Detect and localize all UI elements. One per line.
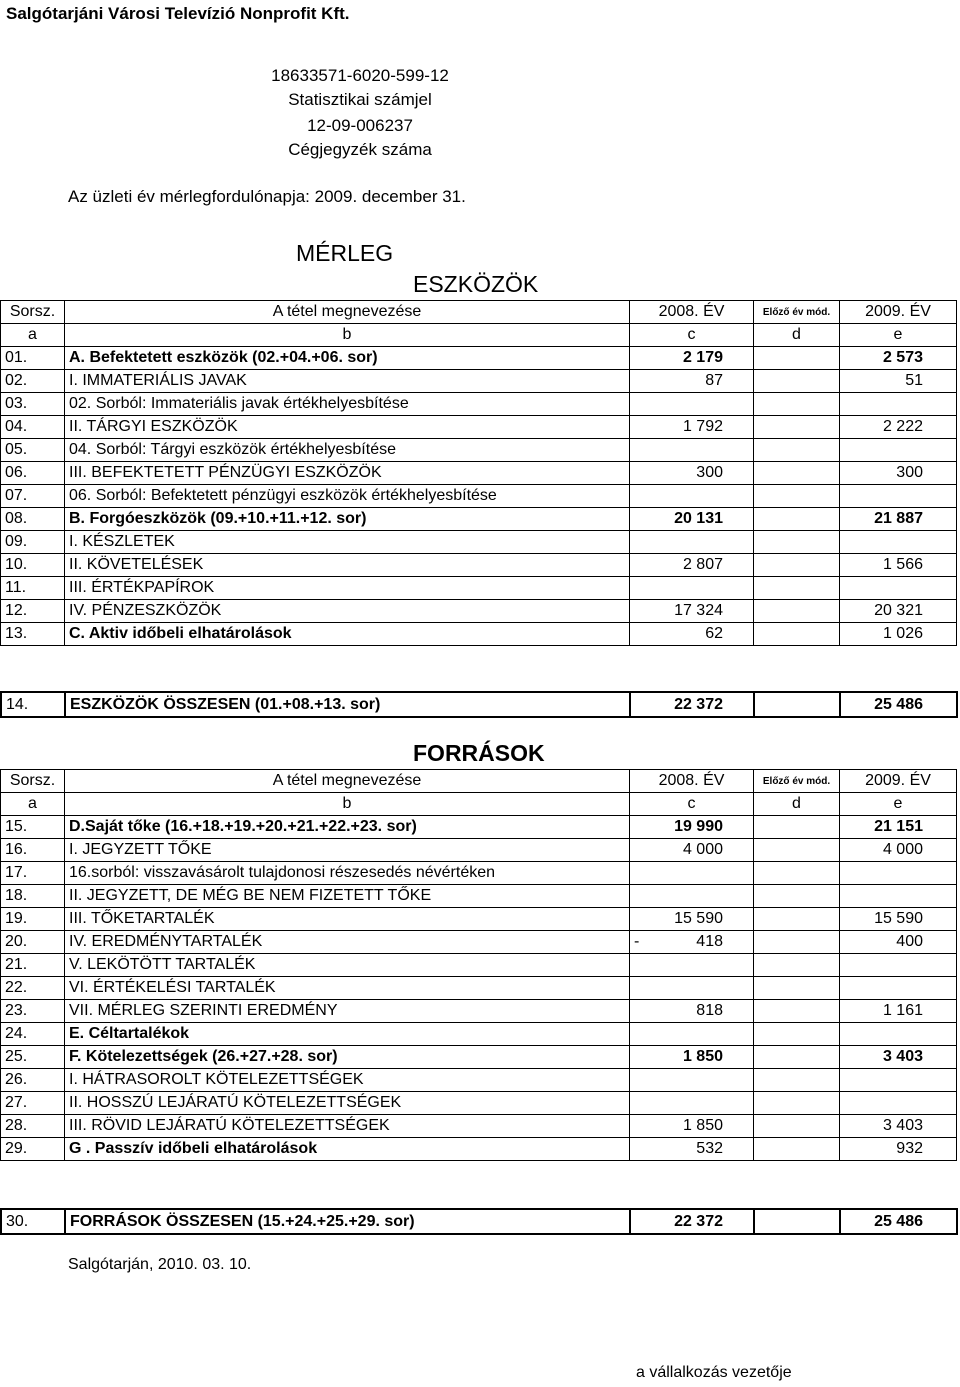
table-row bbox=[1, 954, 957, 977]
row-prev bbox=[630, 439, 754, 462]
row-mod bbox=[754, 1115, 840, 1138]
company-name: Salgótarjáni Városi Televízió Nonprofit Kft. bbox=[6, 4, 350, 23]
table-row bbox=[1, 977, 957, 1000]
row-cur: 15 590 bbox=[840, 908, 957, 931]
row-mod bbox=[754, 485, 840, 508]
row-no: 22. bbox=[1, 977, 65, 1000]
row-name: II. HOSSZÚ LEJÁRATÚ KÖTELEZETTSÉGEK bbox=[65, 1092, 630, 1115]
row-no: 29. bbox=[1, 1138, 65, 1161]
table-row bbox=[1, 600, 957, 623]
negative-sign: - bbox=[634, 933, 640, 950]
table-row bbox=[1, 839, 957, 862]
row-name: 02. Sorból: Immateriális javak értékhelyesbítése bbox=[65, 393, 630, 416]
table-row bbox=[1, 370, 957, 393]
row-mod bbox=[754, 508, 840, 531]
row-mod bbox=[754, 623, 840, 646]
row-no: 08. bbox=[1, 508, 65, 531]
row-prev: 2 807 bbox=[630, 554, 754, 577]
row-prev bbox=[630, 577, 754, 600]
row-name: G . Passzív időbeli elhatárolások bbox=[65, 1138, 630, 1161]
row-cur bbox=[840, 577, 957, 600]
row-cur: 300 bbox=[840, 462, 957, 485]
row-mod bbox=[754, 1000, 840, 1023]
row-cur: 400 bbox=[840, 931, 957, 954]
assets-header-row bbox=[1, 301, 957, 324]
header-cur-year: 2009. ÉV bbox=[840, 301, 957, 324]
row-mod bbox=[754, 1023, 840, 1046]
row-name: III. ÉRTÉKPAPÍROK bbox=[65, 577, 630, 600]
row-prev bbox=[630, 862, 754, 885]
row-name: B. Forgóeszközök (09.+10.+11.+12. sor) bbox=[65, 508, 630, 531]
row-no: 25. bbox=[1, 1046, 65, 1069]
row-mod bbox=[754, 1092, 840, 1115]
row-no: 05. bbox=[1, 439, 65, 462]
row-prev: 22 372 bbox=[630, 692, 754, 717]
row-cur: 21 887 bbox=[840, 508, 957, 531]
row-cur: 20 321 bbox=[840, 600, 957, 623]
liabilities-letter-row bbox=[1, 793, 957, 816]
assets-title: ESZKÖZÖK bbox=[413, 271, 539, 297]
table-row bbox=[1, 623, 957, 646]
row-mod bbox=[754, 1046, 840, 1069]
header-sorsz: Sorsz. bbox=[1, 770, 65, 793]
row-prev: 1 850 bbox=[630, 1046, 754, 1069]
table-row bbox=[1, 1023, 957, 1046]
row-cur bbox=[840, 393, 957, 416]
row-name: III. RÖVID LEJÁRATÚ KÖTELEZETTSÉGEK bbox=[65, 1115, 630, 1138]
row-prev-value: 418 bbox=[696, 933, 723, 950]
row-mod bbox=[754, 954, 840, 977]
row-no: 16. bbox=[1, 839, 65, 862]
row-mod bbox=[754, 416, 840, 439]
row-name: F. Kötelezettségek (26.+27.+28. sor) bbox=[65, 1046, 630, 1069]
row-prev: 2 179 bbox=[630, 347, 754, 370]
table-row bbox=[1, 347, 957, 370]
row-prev: 1 850 bbox=[630, 1115, 754, 1138]
row-prev: 19 990 bbox=[630, 816, 754, 839]
row-name: 04. Sorból: Tárgyi eszközök értékhelyesbítése bbox=[65, 439, 630, 462]
row-cur: 25 486 bbox=[840, 692, 957, 717]
row-name: FORRÁSOK ÖSSZESEN (15.+24.+25.+29. sor) bbox=[65, 1209, 630, 1234]
table-row bbox=[1, 416, 957, 439]
row-cur: 1 161 bbox=[840, 1000, 957, 1023]
assets-letter-row bbox=[1, 324, 957, 347]
row-cur: 1 566 bbox=[840, 554, 957, 577]
row-prev bbox=[630, 393, 754, 416]
row-cur: 51 bbox=[840, 370, 957, 393]
table-row bbox=[1, 462, 957, 485]
header-prev-mod: Előző év mód. bbox=[754, 301, 840, 324]
table-row bbox=[1, 1115, 957, 1138]
row-cur: 1 026 bbox=[840, 623, 957, 646]
letter-e: e bbox=[840, 793, 957, 816]
row-name: C. Aktiv időbeli elhatárolások bbox=[65, 623, 630, 646]
row-no: 14. bbox=[1, 692, 65, 717]
row-no: 13. bbox=[1, 623, 65, 646]
row-name: VI. ÉRTÉKELÉSI TARTALÉK bbox=[65, 977, 630, 1000]
row-no: 06. bbox=[1, 462, 65, 485]
row-prev bbox=[630, 1092, 754, 1115]
row-prev bbox=[630, 531, 754, 554]
row-mod bbox=[754, 439, 840, 462]
row-name: ESZKÖZÖK ÖSSZESEN (01.+08.+13. sor) bbox=[65, 692, 630, 717]
row-no: 15. bbox=[1, 816, 65, 839]
row-prev: 20 131 bbox=[630, 508, 754, 531]
row-no: 02. bbox=[1, 370, 65, 393]
row-mod bbox=[754, 600, 840, 623]
row-no: 12. bbox=[1, 600, 65, 623]
statistical-number: 18633571-6020-599-12 bbox=[271, 66, 449, 85]
row-cur bbox=[840, 1092, 957, 1115]
row-mod bbox=[754, 862, 840, 885]
letter-b: b bbox=[65, 793, 630, 816]
table-row bbox=[1, 393, 957, 416]
row-prev: 1 792 bbox=[630, 416, 754, 439]
row-prev: 87 bbox=[630, 370, 754, 393]
document-title: MÉRLEG bbox=[296, 240, 394, 266]
row-no: 07. bbox=[1, 485, 65, 508]
letter-a: a bbox=[1, 793, 65, 816]
row-no: 28. bbox=[1, 1115, 65, 1138]
table-row bbox=[1, 577, 957, 600]
row-no: 20. bbox=[1, 931, 65, 954]
row-no: 23. bbox=[1, 1000, 65, 1023]
row-mod bbox=[754, 931, 840, 954]
row-prev bbox=[630, 931, 754, 954]
table-row bbox=[1, 1000, 957, 1023]
row-cur bbox=[840, 439, 957, 462]
row-mod bbox=[754, 908, 840, 931]
header-sorsz: Sorsz. bbox=[1, 301, 65, 324]
row-mod bbox=[754, 462, 840, 485]
row-mod bbox=[754, 1138, 840, 1161]
table-row bbox=[1, 908, 957, 931]
table-row bbox=[1, 862, 957, 885]
row-prev: 62 bbox=[630, 623, 754, 646]
row-name: A. Befektetett eszközök (02.+04.+06. sor) bbox=[65, 347, 630, 370]
row-name: II. KÖVETELÉSEK bbox=[65, 554, 630, 577]
table-row bbox=[1, 1069, 957, 1092]
header-item-name: A tétel megnevezése bbox=[65, 770, 630, 793]
row-no: 19. bbox=[1, 908, 65, 931]
row-no: 24. bbox=[1, 1023, 65, 1046]
place-and-date: Salgótarján, 2010. 03. 10. bbox=[68, 1256, 252, 1273]
letter-a: a bbox=[1, 324, 65, 347]
row-name: VII. MÉRLEG SZERINTI EREDMÉNY bbox=[65, 1000, 630, 1023]
table-row bbox=[1, 931, 957, 954]
row-name: I. KÉSZLETEK bbox=[65, 531, 630, 554]
letter-c: c bbox=[630, 324, 754, 347]
row-prev bbox=[630, 1023, 754, 1046]
row-cur bbox=[840, 885, 957, 908]
row-mod bbox=[754, 885, 840, 908]
row-no: 21. bbox=[1, 954, 65, 977]
row-name: I. HÁTRASOROLT KÖTELEZETTSÉGEK bbox=[65, 1069, 630, 1092]
row-no: 18. bbox=[1, 885, 65, 908]
header-prev-year: 2008. ÉV bbox=[630, 770, 754, 793]
row-no: 09. bbox=[1, 531, 65, 554]
table-row bbox=[1, 816, 957, 839]
row-name: D.Saját tőke (16.+18.+19.+20.+21.+22.+23. sor) bbox=[65, 816, 630, 839]
row-name: II. TÁRGYI ESZKÖZÖK bbox=[65, 416, 630, 439]
header-cur-year: 2009. ÉV bbox=[840, 770, 957, 793]
balance-date-line: Az üzleti év mérlegfordulónapja: 2009. december 31. bbox=[68, 187, 466, 206]
row-mod bbox=[754, 347, 840, 370]
row-no: 10. bbox=[1, 554, 65, 577]
row-mod bbox=[754, 977, 840, 1000]
assets-total-row bbox=[1, 692, 957, 717]
liabilities-total-table bbox=[0, 1208, 958, 1235]
letter-b: b bbox=[65, 324, 630, 347]
table-row bbox=[1, 554, 957, 577]
header-prev-mod: Előző év mód. bbox=[754, 770, 840, 793]
row-cur bbox=[840, 977, 957, 1000]
liabilities-total-row bbox=[1, 1209, 957, 1234]
row-cur bbox=[840, 954, 957, 977]
row-name: 16.sorból: visszavásárolt tulajdonosi részesedés névértéken bbox=[65, 862, 630, 885]
letter-d: d bbox=[754, 793, 840, 816]
header-prev-year: 2008. ÉV bbox=[630, 301, 754, 324]
row-mod bbox=[754, 816, 840, 839]
table-row bbox=[1, 508, 957, 531]
assets-total-table bbox=[0, 691, 958, 718]
row-cur bbox=[840, 1023, 957, 1046]
letter-d: d bbox=[754, 324, 840, 347]
row-name: III. TŐKETARTALÉK bbox=[65, 908, 630, 931]
row-prev bbox=[630, 954, 754, 977]
row-mod bbox=[754, 692, 840, 717]
row-prev: 532 bbox=[630, 1138, 754, 1161]
table-row bbox=[1, 531, 957, 554]
row-cur: 25 486 bbox=[840, 1209, 957, 1234]
row-name: IV. EREDMÉNYTARTALÉK bbox=[65, 931, 630, 954]
row-mod bbox=[754, 577, 840, 600]
row-cur: 2 222 bbox=[840, 416, 957, 439]
row-mod bbox=[754, 393, 840, 416]
row-mod bbox=[754, 531, 840, 554]
row-cur: 932 bbox=[840, 1138, 957, 1161]
row-prev bbox=[630, 885, 754, 908]
liabilities-title: FORRÁSOK bbox=[413, 740, 545, 766]
letter-c: c bbox=[630, 793, 754, 816]
table-row bbox=[1, 1138, 957, 1161]
row-no: 30. bbox=[1, 1209, 65, 1234]
row-prev: 300 bbox=[630, 462, 754, 485]
table-row bbox=[1, 1046, 957, 1069]
row-name: E. Céltartalékok bbox=[65, 1023, 630, 1046]
row-name: I. JEGYZETT TŐKE bbox=[65, 839, 630, 862]
row-mod bbox=[754, 554, 840, 577]
row-no: 26. bbox=[1, 1069, 65, 1092]
row-cur: 4 000 bbox=[840, 839, 957, 862]
row-name: III. BEFEKTETETT PÉNZÜGYI ESZKÖZÖK bbox=[65, 462, 630, 485]
row-cur: 3 403 bbox=[840, 1115, 957, 1138]
row-mod bbox=[754, 1069, 840, 1092]
row-prev bbox=[630, 1069, 754, 1092]
table-row bbox=[1, 885, 957, 908]
statistical-number-label: Statisztikai számjel bbox=[288, 90, 432, 109]
row-cur: 3 403 bbox=[840, 1046, 957, 1069]
liabilities-header-row bbox=[1, 770, 957, 793]
row-cur: 2 573 bbox=[840, 347, 957, 370]
signature-label: a vállalkozás vezetője bbox=[636, 1364, 792, 1381]
letter-e: e bbox=[840, 324, 957, 347]
row-name: I. IMMATERIÁLIS JAVAK bbox=[65, 370, 630, 393]
registry-number: 12-09-006237 bbox=[307, 116, 413, 135]
row-prev: 17 324 bbox=[630, 600, 754, 623]
row-cur: 21 151 bbox=[840, 816, 957, 839]
row-prev: 818 bbox=[630, 1000, 754, 1023]
row-prev bbox=[630, 977, 754, 1000]
row-name: II. JEGYZETT, DE MÉG BE NEM FIZETETT TŐKE bbox=[65, 885, 630, 908]
registry-number-label: Cégjegyzék száma bbox=[288, 140, 432, 159]
table-row bbox=[1, 485, 957, 508]
assets-table bbox=[0, 300, 957, 646]
row-no: 04. bbox=[1, 416, 65, 439]
row-prev: 22 372 bbox=[630, 1209, 754, 1234]
row-no: 03. bbox=[1, 393, 65, 416]
table-row bbox=[1, 439, 957, 462]
row-prev: 4 000 bbox=[630, 839, 754, 862]
row-no: 17. bbox=[1, 862, 65, 885]
row-no: 01. bbox=[1, 347, 65, 370]
row-name: IV. PÉNZESZKÖZÖK bbox=[65, 600, 630, 623]
header-item-name: A tétel megnevezése bbox=[65, 301, 630, 324]
row-mod bbox=[754, 370, 840, 393]
row-cur bbox=[840, 1069, 957, 1092]
row-mod bbox=[754, 1209, 840, 1234]
row-prev bbox=[630, 485, 754, 508]
row-cur bbox=[840, 485, 957, 508]
row-no: 27. bbox=[1, 1092, 65, 1115]
row-name: V. LEKÖTÖTT TARTALÉK bbox=[65, 954, 630, 977]
row-cur bbox=[840, 862, 957, 885]
row-prev: 15 590 bbox=[630, 908, 754, 931]
row-cur bbox=[840, 531, 957, 554]
liabilities-table bbox=[0, 769, 957, 1161]
row-mod bbox=[754, 839, 840, 862]
row-no: 11. bbox=[1, 577, 65, 600]
table-row bbox=[1, 1092, 957, 1115]
row-name: 06. Sorból: Befektetett pénzügyi eszközök értékhelyesbítése bbox=[65, 485, 630, 508]
